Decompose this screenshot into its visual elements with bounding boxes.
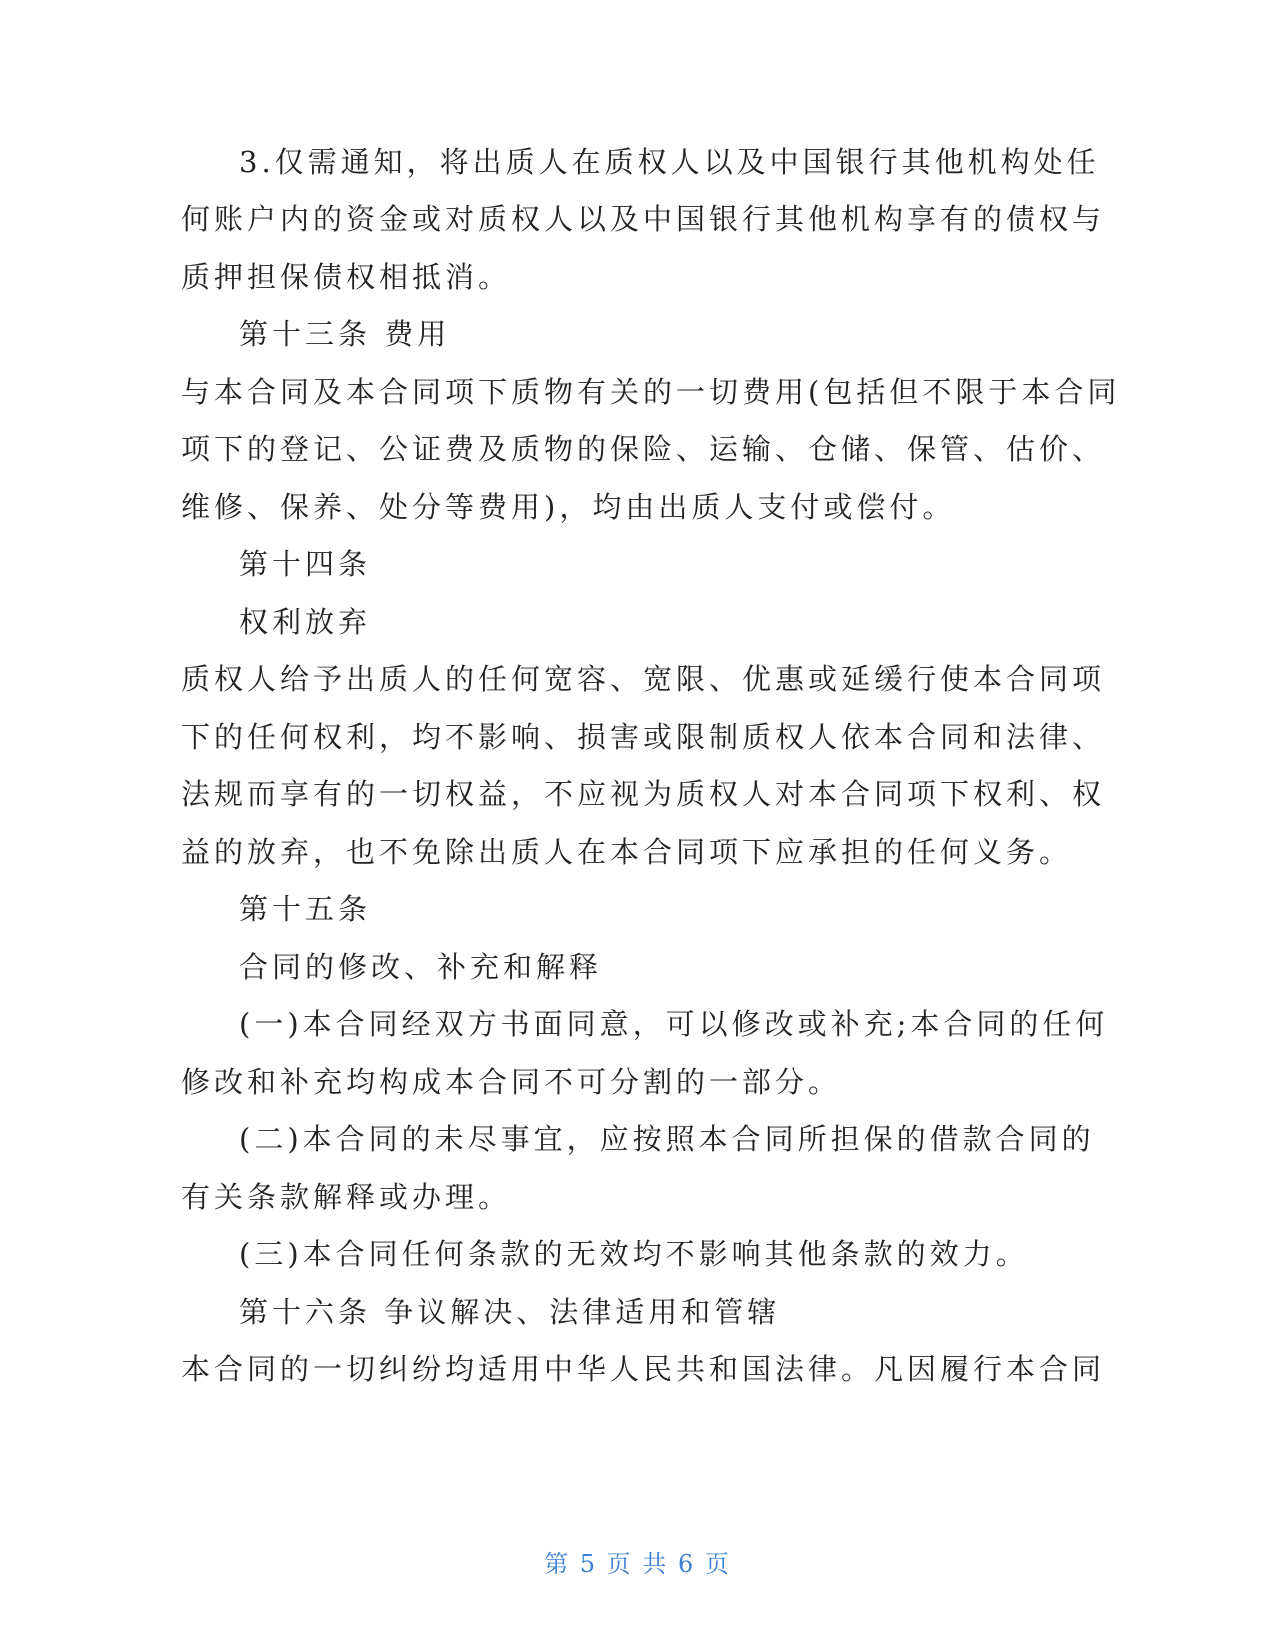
page-number-footer: 第 5 页 共 6 页 <box>544 1550 731 1578</box>
text-line-16: (一)本合同经双方书面同意，可以修改或补充;本合同的任何 <box>239 1007 1109 1041</box>
text-line-19: 有关条款解释或办理。 <box>181 1180 512 1214</box>
text-line-5: 与本合同及本合同项下质物有关的一切费用(包括但不限于本合同 <box>181 375 1121 409</box>
clause-heading-13: 第十三条 费用 <box>239 317 451 351</box>
clause-heading-14: 第十四条 <box>239 547 372 581</box>
text-line-17: 修改和补充均构成本合同不可分割的一部分。 <box>181 1065 842 1099</box>
text-line-11: 下的任何权利，均不影响、损害或限制质权人依本合同和法律、 <box>181 720 1106 754</box>
clause-title-15: 合同的修改、补充和解释 <box>239 950 603 984</box>
clause-heading-15: 第十五条 <box>239 892 372 926</box>
text-line-3: 质押担保债权相抵消。 <box>181 260 512 294</box>
text-line-10: 质权人给予出质人的任何宽容、宽限、优惠或延缓行使本合同项 <box>181 662 1106 696</box>
text-line-12: 法规而享有的一切权益，不应视为质权人对本合同项下权利、权 <box>181 777 1106 811</box>
text-line-22: 本合同的一切纠纷均适用中华人民共和国法律。凡因履行本合同 <box>181 1352 1106 1386</box>
text-line-2: 何账户内的资金或对质权人以及中国银行其他机构享有的债权与 <box>181 202 1106 236</box>
clause-title-14: 权利放弃 <box>239 605 372 639</box>
text-line-7: 维修、保养、处分等费用)，均由出质人支付或偿付。 <box>181 490 956 524</box>
text-line-20: (三)本合同任何条款的无效均不影响其他条款的效力。 <box>239 1237 1029 1271</box>
text-line-18: (二)本合同的未尽事宜，应按照本合同所担保的借款合同的 <box>239 1122 1095 1156</box>
text-line-6: 项下的登记、公证费及质物的保险、运输、仓储、保管、估价、 <box>181 432 1106 466</box>
text-line-13: 益的放弃，也不免除出质人在本合同项下应承担的任何义务。 <box>181 835 1073 869</box>
clause-heading-16: 第十六条 争议解决、法律适用和管辖 <box>239 1295 781 1329</box>
text-line-1: 3.仅需通知，将出质人在质权人以及中国银行其他机构处任 <box>239 145 1100 179</box>
